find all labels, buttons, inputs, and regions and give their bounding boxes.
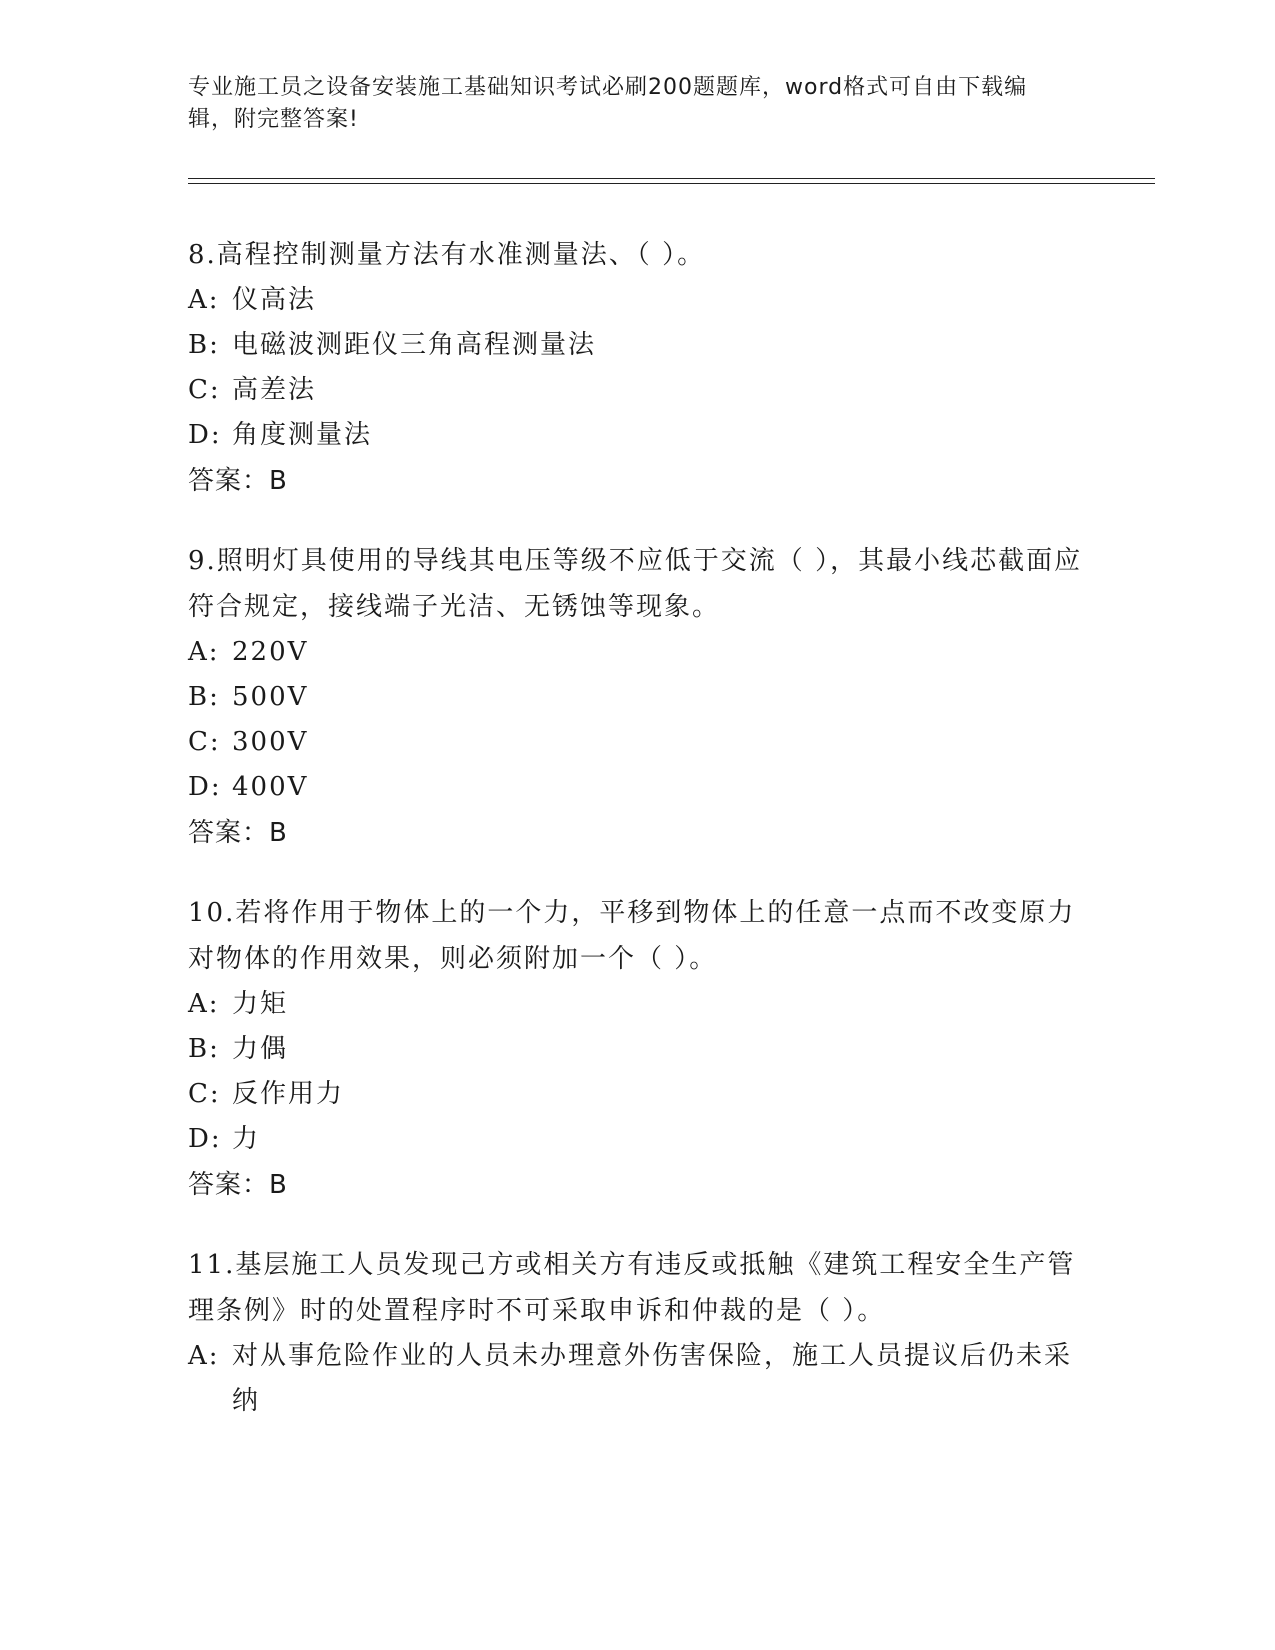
option-text: 对从事危险作业的人员未办理意外伤害保险，施工人员提议后仍未采纳 — [232, 1341, 1073, 1416]
option-key: C: — [188, 727, 221, 757]
document-title: 专业施工员之设备安装施工基础知识考试必刷200题题库，word格式可自由下载编辑，附完整答案! — [188, 75, 1028, 132]
question-stem: 10.若将作用于物体上的一个力，平移到物体上的任意一点而不改变原力对物体的作用效果，则必须附加一个（ ）。 — [188, 898, 1076, 974]
option-d — [188, 1117, 1088, 1162]
option-text: 高差法 — [232, 375, 317, 405]
question-8 — [188, 232, 1088, 504]
option-text: 400V — [232, 772, 309, 802]
option-key: D: — [188, 772, 222, 802]
question-11 — [188, 1242, 1088, 1424]
option-a — [188, 982, 1088, 1027]
option-c — [188, 720, 1088, 765]
question-stem: 9.照明灯具使用的导线其电压等级不应低于交流（ ），其最小线芯截面应符合规定，接线端子光洁、无锈蚀等现象。 — [188, 546, 1083, 622]
option-key: A: — [188, 285, 220, 315]
option-key: D: — [188, 1124, 222, 1154]
answer-line: 答案：B — [188, 818, 288, 848]
option-a — [188, 630, 1088, 675]
option-d — [188, 765, 1088, 810]
option-key: A: — [188, 1341, 220, 1371]
header-divider — [188, 178, 1155, 184]
option-b — [188, 323, 1088, 368]
question-list — [188, 232, 1088, 1458]
option-text: 力矩 — [232, 989, 289, 1019]
question-stem: 11.基层施工人员发现己方或相关方有违反或抵触《建筑工程安全生产管理条例》时的处置程序时不可采取申诉和仲裁的是（ ）。 — [188, 1250, 1076, 1326]
question-9 — [188, 538, 1088, 856]
option-key: A: — [188, 989, 220, 1019]
option-text: 电磁波测距仪三角高程测量法 — [232, 330, 597, 360]
option-text: 力偶 — [232, 1034, 289, 1064]
option-b — [188, 1027, 1088, 1072]
option-text: 300V — [232, 727, 309, 757]
option-text: 220V — [232, 637, 309, 667]
option-key: B: — [188, 1034, 220, 1064]
answer-line: 答案：B — [188, 466, 288, 496]
option-c — [188, 368, 1088, 413]
option-text: 反作用力 — [232, 1079, 345, 1109]
question-stem: 8.高程控制测量方法有水准测量法、（ ）。 — [188, 240, 706, 270]
option-text: 500V — [232, 682, 309, 712]
option-c — [188, 1072, 1088, 1117]
option-key: C: — [188, 1079, 221, 1109]
option-key: B: — [188, 330, 220, 360]
option-text: 角度测量法 — [232, 420, 373, 450]
question-10 — [188, 890, 1088, 1208]
option-key: D: — [188, 420, 222, 450]
answer-line: 答案：B — [188, 1170, 288, 1200]
option-text: 力 — [232, 1124, 261, 1154]
option-a — [188, 278, 1088, 323]
option-text: 仪高法 — [232, 285, 317, 315]
option-b — [188, 675, 1088, 720]
option-key: A: — [188, 637, 220, 667]
option-a — [188, 1334, 1088, 1424]
option-d — [188, 413, 1088, 458]
option-key: B: — [188, 682, 220, 712]
option-key: C: — [188, 375, 221, 405]
